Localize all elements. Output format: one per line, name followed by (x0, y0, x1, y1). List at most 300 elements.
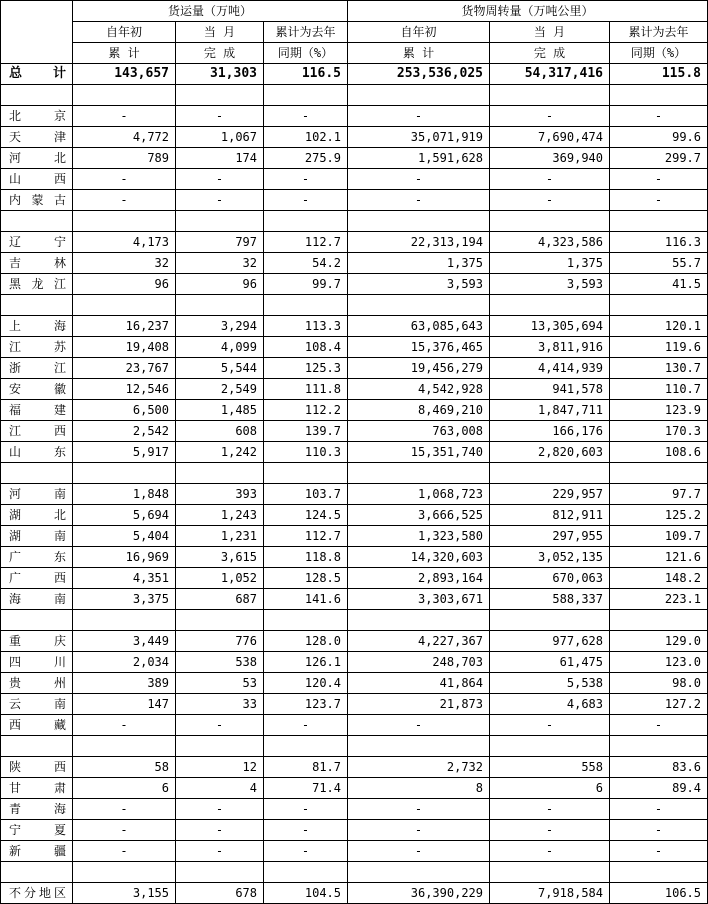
region-name: 上 海 (1, 316, 73, 337)
value-cell: 83.6 (610, 757, 708, 778)
spacer-cell (73, 211, 176, 232)
header-month-line2: 完 成 (490, 43, 610, 64)
region-name: 重 庆 (1, 631, 73, 652)
region-name: 福 建 (1, 400, 73, 421)
region-row (1, 673, 708, 694)
header-month-line2: 完 成 (176, 43, 264, 64)
spacer-cell (1, 211, 73, 232)
spacer-row (1, 736, 708, 757)
value-cell: 687 (176, 589, 264, 610)
region-row (1, 694, 708, 715)
value-cell: 3,811,916 (490, 337, 610, 358)
header-month-line1: 当 月 (176, 22, 264, 43)
spacer-cell (1, 610, 73, 631)
spacer-cell (490, 211, 610, 232)
value-cell: - (610, 799, 708, 820)
value-cell: 670,063 (490, 568, 610, 589)
spacer-cell (1, 295, 73, 316)
value-cell: 110.7 (610, 379, 708, 400)
value-cell: - (610, 841, 708, 862)
value-cell: 124.5 (264, 505, 348, 526)
value-cell: 1,847,711 (490, 400, 610, 421)
spacer-cell (490, 736, 610, 757)
value-cell: - (490, 841, 610, 862)
value-cell: 15,351,740 (348, 442, 490, 463)
region-row (1, 589, 708, 610)
header-pct-line2: 同期（%） (264, 43, 348, 64)
value-cell: 22,313,194 (348, 232, 490, 253)
region-row (1, 127, 708, 148)
region-row (1, 316, 708, 337)
value-cell: 112.2 (264, 400, 348, 421)
region-name: 安 徽 (1, 379, 73, 400)
value-cell: - (176, 841, 264, 862)
region-name: 青 海 (1, 799, 73, 820)
total-row (1, 64, 708, 85)
value-cell: 941,578 (490, 379, 610, 400)
value-cell: 126.1 (264, 652, 348, 673)
value-cell: 5,544 (176, 358, 264, 379)
region-name: 浙 江 (1, 358, 73, 379)
value-cell: 121.6 (610, 547, 708, 568)
value-cell: - (264, 715, 348, 736)
value-cell: 1,848 (73, 484, 176, 505)
spacer-cell (73, 736, 176, 757)
value-cell: 103.7 (264, 484, 348, 505)
spacer-row (1, 295, 708, 316)
value-cell: 4,351 (73, 568, 176, 589)
value-cell: 2,893,164 (348, 568, 490, 589)
value-cell: 127.2 (610, 694, 708, 715)
header-pct-line2: 同期（%） (610, 43, 708, 64)
value-cell: 1,067 (176, 127, 264, 148)
spacer-cell (73, 85, 176, 106)
spacer-cell (176, 463, 264, 484)
value-cell: 1,485 (176, 400, 264, 421)
value-cell: 119.6 (610, 337, 708, 358)
spacer-cell (490, 295, 610, 316)
value-cell: 148.2 (610, 568, 708, 589)
region-name: 辽 宁 (1, 232, 73, 253)
value-cell: 3,052,135 (490, 547, 610, 568)
spacer-cell (490, 862, 610, 883)
value-cell: - (348, 820, 490, 841)
spacer-cell (264, 862, 348, 883)
region-name: 江 西 (1, 421, 73, 442)
spacer-cell (264, 736, 348, 757)
value-cell: 1,591,628 (348, 148, 490, 169)
spacer-cell (490, 85, 610, 106)
value-cell: 6,500 (73, 400, 176, 421)
value-cell: - (610, 715, 708, 736)
spacer-cell (348, 463, 490, 484)
value-cell: - (176, 169, 264, 190)
value-cell: 297,955 (490, 526, 610, 547)
region-row (1, 652, 708, 673)
value-cell: 104.5 (264, 883, 348, 904)
value-cell: 1,323,580 (348, 526, 490, 547)
value-cell: 112.7 (264, 232, 348, 253)
value-cell: 3,593 (348, 274, 490, 295)
total-cell: 253,536,025 (348, 64, 490, 85)
spacer-cell (176, 295, 264, 316)
value-cell: 6 (490, 778, 610, 799)
region-name: 陕 西 (1, 757, 73, 778)
region-row (1, 253, 708, 274)
value-cell: 13,305,694 (490, 316, 610, 337)
value-cell: - (264, 820, 348, 841)
value-cell: 108.4 (264, 337, 348, 358)
value-cell: - (176, 715, 264, 736)
value-cell: 229,957 (490, 484, 610, 505)
value-cell: 608 (176, 421, 264, 442)
value-cell: 112.7 (264, 526, 348, 547)
value-cell: 120.1 (610, 316, 708, 337)
value-cell: 588,337 (490, 589, 610, 610)
value-cell: 12,546 (73, 379, 176, 400)
value-cell: - (264, 799, 348, 820)
spacer-cell (264, 463, 348, 484)
spacer-cell (73, 610, 176, 631)
value-cell: 110.3 (264, 442, 348, 463)
region-row (1, 799, 708, 820)
region-row (1, 358, 708, 379)
value-cell: 2,549 (176, 379, 264, 400)
value-cell: 170.3 (610, 421, 708, 442)
value-cell: 275.9 (264, 148, 348, 169)
value-cell: 32 (73, 253, 176, 274)
region-row (1, 778, 708, 799)
value-cell: - (610, 190, 708, 211)
region-name: 四 川 (1, 652, 73, 673)
value-cell: - (348, 799, 490, 820)
value-cell: 3,155 (73, 883, 176, 904)
value-cell: 4,772 (73, 127, 176, 148)
region-row (1, 547, 708, 568)
value-cell: 123.9 (610, 400, 708, 421)
total-cell: 143,657 (73, 64, 176, 85)
region-name: 新 疆 (1, 841, 73, 862)
value-cell: - (490, 106, 610, 127)
value-cell: 19,408 (73, 337, 176, 358)
spacer-cell (1, 736, 73, 757)
value-cell: 116.3 (610, 232, 708, 253)
value-cell: 8 (348, 778, 490, 799)
value-cell: 2,034 (73, 652, 176, 673)
value-cell: 147 (73, 694, 176, 715)
value-cell: 3,593 (490, 274, 610, 295)
value-cell: 55.7 (610, 253, 708, 274)
header-row-1 (1, 1, 708, 22)
region-name: 广 东 (1, 547, 73, 568)
value-cell: 128.5 (264, 568, 348, 589)
header-ytd-line1: 自年初 (73, 22, 176, 43)
value-cell: 123.7 (264, 694, 348, 715)
spacer-row (1, 85, 708, 106)
value-cell: - (176, 106, 264, 127)
region-name: 西 藏 (1, 715, 73, 736)
header-ytd-line2: 累 计 (73, 43, 176, 64)
region-name: 山 东 (1, 442, 73, 463)
value-cell: 61,475 (490, 652, 610, 673)
total-cell: 31,303 (176, 64, 264, 85)
value-cell: - (490, 190, 610, 211)
region-name: 北 京 (1, 106, 73, 127)
value-cell: 1,242 (176, 442, 264, 463)
value-cell: 102.1 (264, 127, 348, 148)
value-cell: - (264, 841, 348, 862)
value-cell: 763,008 (348, 421, 490, 442)
value-cell: - (348, 190, 490, 211)
header-row-2 (1, 22, 708, 43)
region-row (1, 232, 708, 253)
value-cell: - (73, 190, 176, 211)
value-cell: - (610, 820, 708, 841)
total-cell: 54,317,416 (490, 64, 610, 85)
region-row (1, 715, 708, 736)
value-cell: 4,173 (73, 232, 176, 253)
spacer-cell (73, 295, 176, 316)
spacer-cell (176, 862, 264, 883)
value-cell: 118.8 (264, 547, 348, 568)
spacer-cell (610, 736, 708, 757)
value-cell: 33 (176, 694, 264, 715)
spacer-cell (264, 211, 348, 232)
header-pct-line1: 累计为去年 (610, 22, 708, 43)
value-cell: 2,732 (348, 757, 490, 778)
value-cell: 8,469,210 (348, 400, 490, 421)
region-name: 吉 林 (1, 253, 73, 274)
value-cell: 1,231 (176, 526, 264, 547)
value-cell: - (490, 715, 610, 736)
region-name: 江 苏 (1, 337, 73, 358)
region-row (1, 505, 708, 526)
value-cell: 109.7 (610, 526, 708, 547)
region-name: 湖 北 (1, 505, 73, 526)
value-cell: 2,820,603 (490, 442, 610, 463)
value-cell: 16,237 (73, 316, 176, 337)
spacer-cell (348, 862, 490, 883)
total-cell: 115.8 (610, 64, 708, 85)
region-row (1, 820, 708, 841)
value-cell: - (610, 169, 708, 190)
spacer-cell (264, 610, 348, 631)
value-cell: 7,918,584 (490, 883, 610, 904)
spacer-row (1, 862, 708, 883)
spacer-cell (73, 862, 176, 883)
value-cell: 108.6 (610, 442, 708, 463)
value-cell: 812,911 (490, 505, 610, 526)
value-cell: 14,320,603 (348, 547, 490, 568)
region-row (1, 526, 708, 547)
value-cell: 558 (490, 757, 610, 778)
value-cell: 5,538 (490, 673, 610, 694)
value-cell: 125.2 (610, 505, 708, 526)
value-cell: 139.7 (264, 421, 348, 442)
value-cell: 141.6 (264, 589, 348, 610)
region-row (1, 883, 708, 904)
value-cell: 97.7 (610, 484, 708, 505)
spacer-cell (264, 295, 348, 316)
value-cell: 393 (176, 484, 264, 505)
region-row (1, 337, 708, 358)
spacer-cell (610, 85, 708, 106)
region-row (1, 379, 708, 400)
total-label: 总 计 (1, 64, 73, 85)
value-cell: 4 (176, 778, 264, 799)
region-row (1, 442, 708, 463)
value-cell: 4,227,367 (348, 631, 490, 652)
value-cell: 98.0 (610, 673, 708, 694)
region-row (1, 106, 708, 127)
value-cell: 1,068,723 (348, 484, 490, 505)
spacer-cell (490, 463, 610, 484)
value-cell: - (73, 799, 176, 820)
value-cell: 41.5 (610, 274, 708, 295)
header-corner (1, 1, 73, 64)
region-row (1, 148, 708, 169)
value-cell: 797 (176, 232, 264, 253)
total-cell: 116.5 (264, 64, 348, 85)
region-row (1, 757, 708, 778)
value-cell: 223.1 (610, 589, 708, 610)
region-name: 云 南 (1, 694, 73, 715)
spacer-cell (610, 295, 708, 316)
header-ytd-line1: 自年初 (348, 22, 490, 43)
value-cell: - (73, 106, 176, 127)
value-cell: 23,767 (73, 358, 176, 379)
spacer-cell (348, 85, 490, 106)
value-cell: 4,099 (176, 337, 264, 358)
region-name: 宁 夏 (1, 820, 73, 841)
value-cell: - (490, 820, 610, 841)
value-cell: 96 (176, 274, 264, 295)
value-cell: - (73, 841, 176, 862)
region-name: 不分地区 (1, 883, 73, 904)
value-cell: 3,303,671 (348, 589, 490, 610)
value-cell: 3,375 (73, 589, 176, 610)
value-cell: 2,542 (73, 421, 176, 442)
header-row-3 (1, 43, 708, 64)
value-cell: 99.7 (264, 274, 348, 295)
region-row (1, 568, 708, 589)
spacer-row (1, 211, 708, 232)
header-month-line1: 当 月 (490, 22, 610, 43)
value-cell: 125.3 (264, 358, 348, 379)
value-cell: 299.7 (610, 148, 708, 169)
spacer-cell (264, 85, 348, 106)
region-name: 内蒙古 (1, 190, 73, 211)
region-name: 甘 肃 (1, 778, 73, 799)
region-row (1, 400, 708, 421)
spacer-cell (348, 295, 490, 316)
value-cell: 369,940 (490, 148, 610, 169)
value-cell: 35,071,919 (348, 127, 490, 148)
value-cell: - (610, 106, 708, 127)
value-cell: 977,628 (490, 631, 610, 652)
value-cell: 99.6 (610, 127, 708, 148)
value-cell: - (73, 715, 176, 736)
spacer-row (1, 610, 708, 631)
spacer-cell (176, 736, 264, 757)
header-freight-volume: 货运量（万吨） (73, 1, 348, 22)
region-row (1, 484, 708, 505)
value-cell: - (264, 190, 348, 211)
value-cell: 4,683 (490, 694, 610, 715)
value-cell: 16,969 (73, 547, 176, 568)
value-cell: 128.0 (264, 631, 348, 652)
region-row (1, 190, 708, 211)
region-name: 山 西 (1, 169, 73, 190)
region-name: 湖 南 (1, 526, 73, 547)
value-cell: - (348, 169, 490, 190)
spacer-cell (176, 610, 264, 631)
value-cell: 19,456,279 (348, 358, 490, 379)
value-cell: 4,323,586 (490, 232, 610, 253)
value-cell: 41,864 (348, 673, 490, 694)
value-cell: - (264, 106, 348, 127)
value-cell: 248,703 (348, 652, 490, 673)
value-cell: 53 (176, 673, 264, 694)
region-name: 贵 州 (1, 673, 73, 694)
value-cell: - (176, 190, 264, 211)
value-cell: 111.8 (264, 379, 348, 400)
spacer-cell (1, 463, 73, 484)
spacer-cell (73, 463, 176, 484)
value-cell: 113.3 (264, 316, 348, 337)
header-pct-line1: 累计为去年 (264, 22, 348, 43)
value-cell: 174 (176, 148, 264, 169)
value-cell: 6 (73, 778, 176, 799)
value-cell: 678 (176, 883, 264, 904)
value-cell: - (348, 106, 490, 127)
region-name: 天 津 (1, 127, 73, 148)
spacer-cell (1, 862, 73, 883)
value-cell: 4,414,939 (490, 358, 610, 379)
value-cell: 3,615 (176, 547, 264, 568)
spacer-row (1, 463, 708, 484)
value-cell: 96 (73, 274, 176, 295)
value-cell: 5,917 (73, 442, 176, 463)
spacer-cell (1, 85, 73, 106)
value-cell: 166,176 (490, 421, 610, 442)
value-cell: 7,690,474 (490, 127, 610, 148)
region-row (1, 274, 708, 295)
value-cell: 389 (73, 673, 176, 694)
value-cell: 58 (73, 757, 176, 778)
value-cell: 130.7 (610, 358, 708, 379)
value-cell: 71.4 (264, 778, 348, 799)
spacer-cell (176, 85, 264, 106)
value-cell: 538 (176, 652, 264, 673)
spacer-cell (610, 463, 708, 484)
spacer-cell (490, 610, 610, 631)
value-cell: 81.7 (264, 757, 348, 778)
value-cell: - (176, 820, 264, 841)
value-cell: 3,294 (176, 316, 264, 337)
header-freight-turnover: 货物周转量（万吨公里） (348, 1, 708, 22)
value-cell: 4,542,928 (348, 379, 490, 400)
region-row (1, 169, 708, 190)
value-cell: - (73, 820, 176, 841)
value-cell: - (348, 841, 490, 862)
value-cell: 5,404 (73, 526, 176, 547)
value-cell: 89.4 (610, 778, 708, 799)
value-cell: 21,873 (348, 694, 490, 715)
header-ytd-line2: 累 计 (348, 43, 490, 64)
value-cell: 129.0 (610, 631, 708, 652)
value-cell: 63,085,643 (348, 316, 490, 337)
